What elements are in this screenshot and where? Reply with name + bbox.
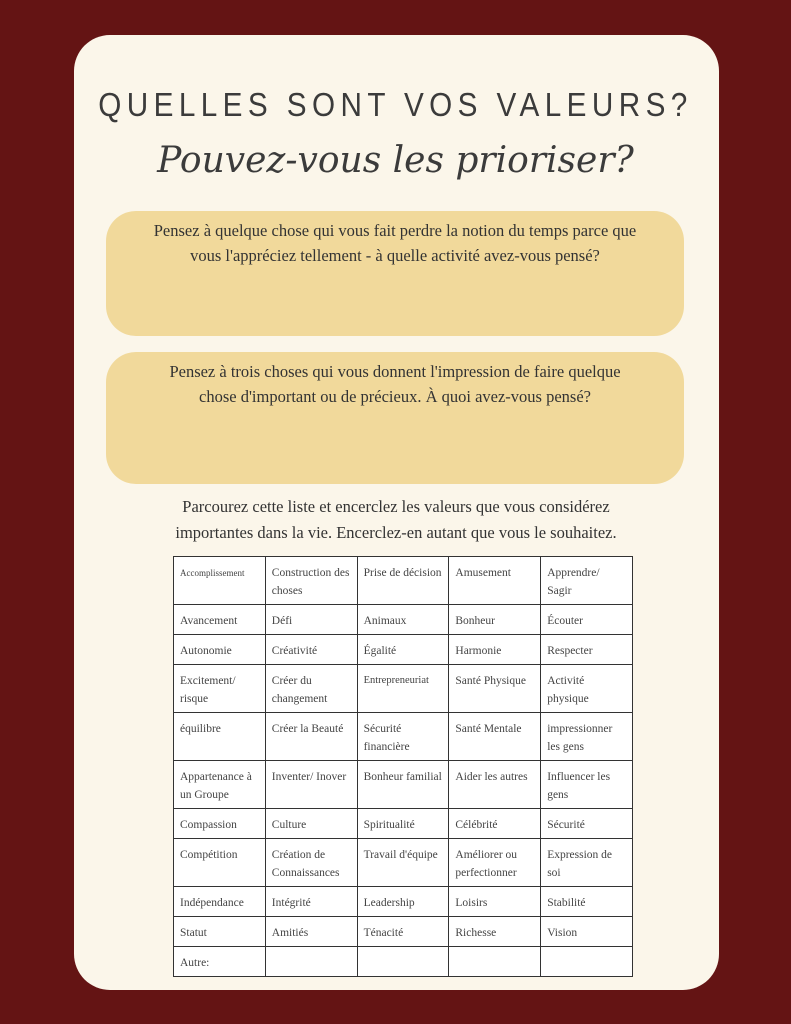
value-cell[interactable]: Stabilité <box>541 887 633 917</box>
value-cell[interactable]: Bonheur familial <box>357 761 449 809</box>
value-cell[interactable]: Santé Mentale <box>449 713 541 761</box>
question-2-text: Pensez à trois choses qui vous donnent l'impression de faire quelque chose d'important ou de précieux. À quoi avez-vous pensé? <box>169 362 621 406</box>
value-cell[interactable]: Amitiés <box>265 917 357 947</box>
value-cell[interactable]: Égalité <box>357 635 449 665</box>
value-cell[interactable]: Défi <box>265 605 357 635</box>
value-cell[interactable]: Sécurité <box>541 809 633 839</box>
value-cell[interactable]: Loisirs <box>449 887 541 917</box>
value-cell[interactable]: Leadership <box>357 887 449 917</box>
value-cell[interactable]: Influencer les gens <box>541 761 633 809</box>
value-cell[interactable] <box>265 947 357 977</box>
table-row <box>174 809 633 839</box>
value-cell[interactable]: impressionner les gens <box>541 713 633 761</box>
value-cell[interactable]: Appartenance à un Groupe <box>174 761 266 809</box>
table-row <box>174 761 633 809</box>
list-instructions: Parcourez cette liste et encerclez les valeurs que vous considérez importantes dans la vie. Encerclez-en autant que vous le souhaitez. <box>175 497 617 542</box>
value-cell[interactable]: Ténacité <box>357 917 449 947</box>
question-box-2[interactable] <box>106 352 684 484</box>
question-box-1[interactable] <box>106 211 684 336</box>
value-cell[interactable]: Statut <box>174 917 266 947</box>
value-cell[interactable]: Respecter <box>541 635 633 665</box>
value-cell[interactable]: Excitement/ risque <box>174 665 266 713</box>
value-cell[interactable]: Compassion <box>174 809 266 839</box>
table-row <box>174 947 633 977</box>
value-cell[interactable]: Expression de soi <box>541 839 633 887</box>
values-table <box>173 556 633 977</box>
value-cell[interactable]: Sécurité financière <box>357 713 449 761</box>
table-row <box>174 917 633 947</box>
value-cell[interactable]: équilibre <box>174 713 266 761</box>
value-cell[interactable]: Apprendre/ Sagir <box>541 557 633 605</box>
value-cell[interactable]: Activité physique <box>541 665 633 713</box>
value-cell[interactable]: Intégrité <box>265 887 357 917</box>
value-cell[interactable]: Spiritualité <box>357 809 449 839</box>
value-cell[interactable]: Célébrité <box>449 809 541 839</box>
value-cell[interactable]: Créer la Beauté <box>265 713 357 761</box>
value-cell[interactable]: Autre: <box>174 947 266 977</box>
table-row <box>174 665 633 713</box>
table-row <box>174 887 633 917</box>
value-cell[interactable]: Indépendance <box>174 887 266 917</box>
value-cell[interactable]: Accomplissement <box>174 557 266 605</box>
question-1-text: Pensez à quelque chose qui vous fait perdre la notion du temps parce que vous l'appréciez tellement - à quelle activité avez-vous pensé? <box>153 221 637 265</box>
value-cell[interactable] <box>449 947 541 977</box>
value-cell[interactable]: Animaux <box>357 605 449 635</box>
value-cell[interactable]: Aider les autres <box>449 761 541 809</box>
value-cell[interactable]: Création de Connaissances <box>265 839 357 887</box>
value-cell[interactable]: Écouter <box>541 605 633 635</box>
value-cell[interactable] <box>541 947 633 977</box>
value-cell[interactable] <box>357 947 449 977</box>
value-cell[interactable]: Culture <box>265 809 357 839</box>
value-cell[interactable]: Construction des choses <box>265 557 357 605</box>
value-cell[interactable]: Entrepreneuriat <box>357 665 449 713</box>
value-cell[interactable]: Bonheur <box>449 605 541 635</box>
value-cell[interactable]: Créer du changement <box>265 665 357 713</box>
table-row <box>174 713 633 761</box>
table-row <box>174 839 633 887</box>
value-cell[interactable]: Créativité <box>265 635 357 665</box>
value-cell[interactable]: Inventer/ Inover <box>265 761 357 809</box>
value-cell[interactable]: Santé Physique <box>449 665 541 713</box>
value-cell[interactable]: Travail d'équipe <box>357 839 449 887</box>
page-subtitle: Pouvez-vous les prioriser? <box>157 140 634 181</box>
value-cell[interactable]: Compétition <box>174 839 266 887</box>
value-cell[interactable]: Prise de décision <box>357 557 449 605</box>
value-cell[interactable]: Vision <box>541 917 633 947</box>
value-cell[interactable]: Améliorer ou perfectionner <box>449 839 541 887</box>
value-cell[interactable]: Amusement <box>449 557 541 605</box>
table-row <box>174 605 633 635</box>
table-row <box>174 557 633 605</box>
value-cell[interactable]: Harmonie <box>449 635 541 665</box>
value-cell[interactable]: Avancement <box>174 605 266 635</box>
page-title: QUELLES SONT VOS VALEURS? <box>98 86 693 123</box>
value-cell[interactable]: Richesse <box>449 917 541 947</box>
table-row <box>174 635 633 665</box>
value-cell[interactable]: Autonomie <box>174 635 266 665</box>
